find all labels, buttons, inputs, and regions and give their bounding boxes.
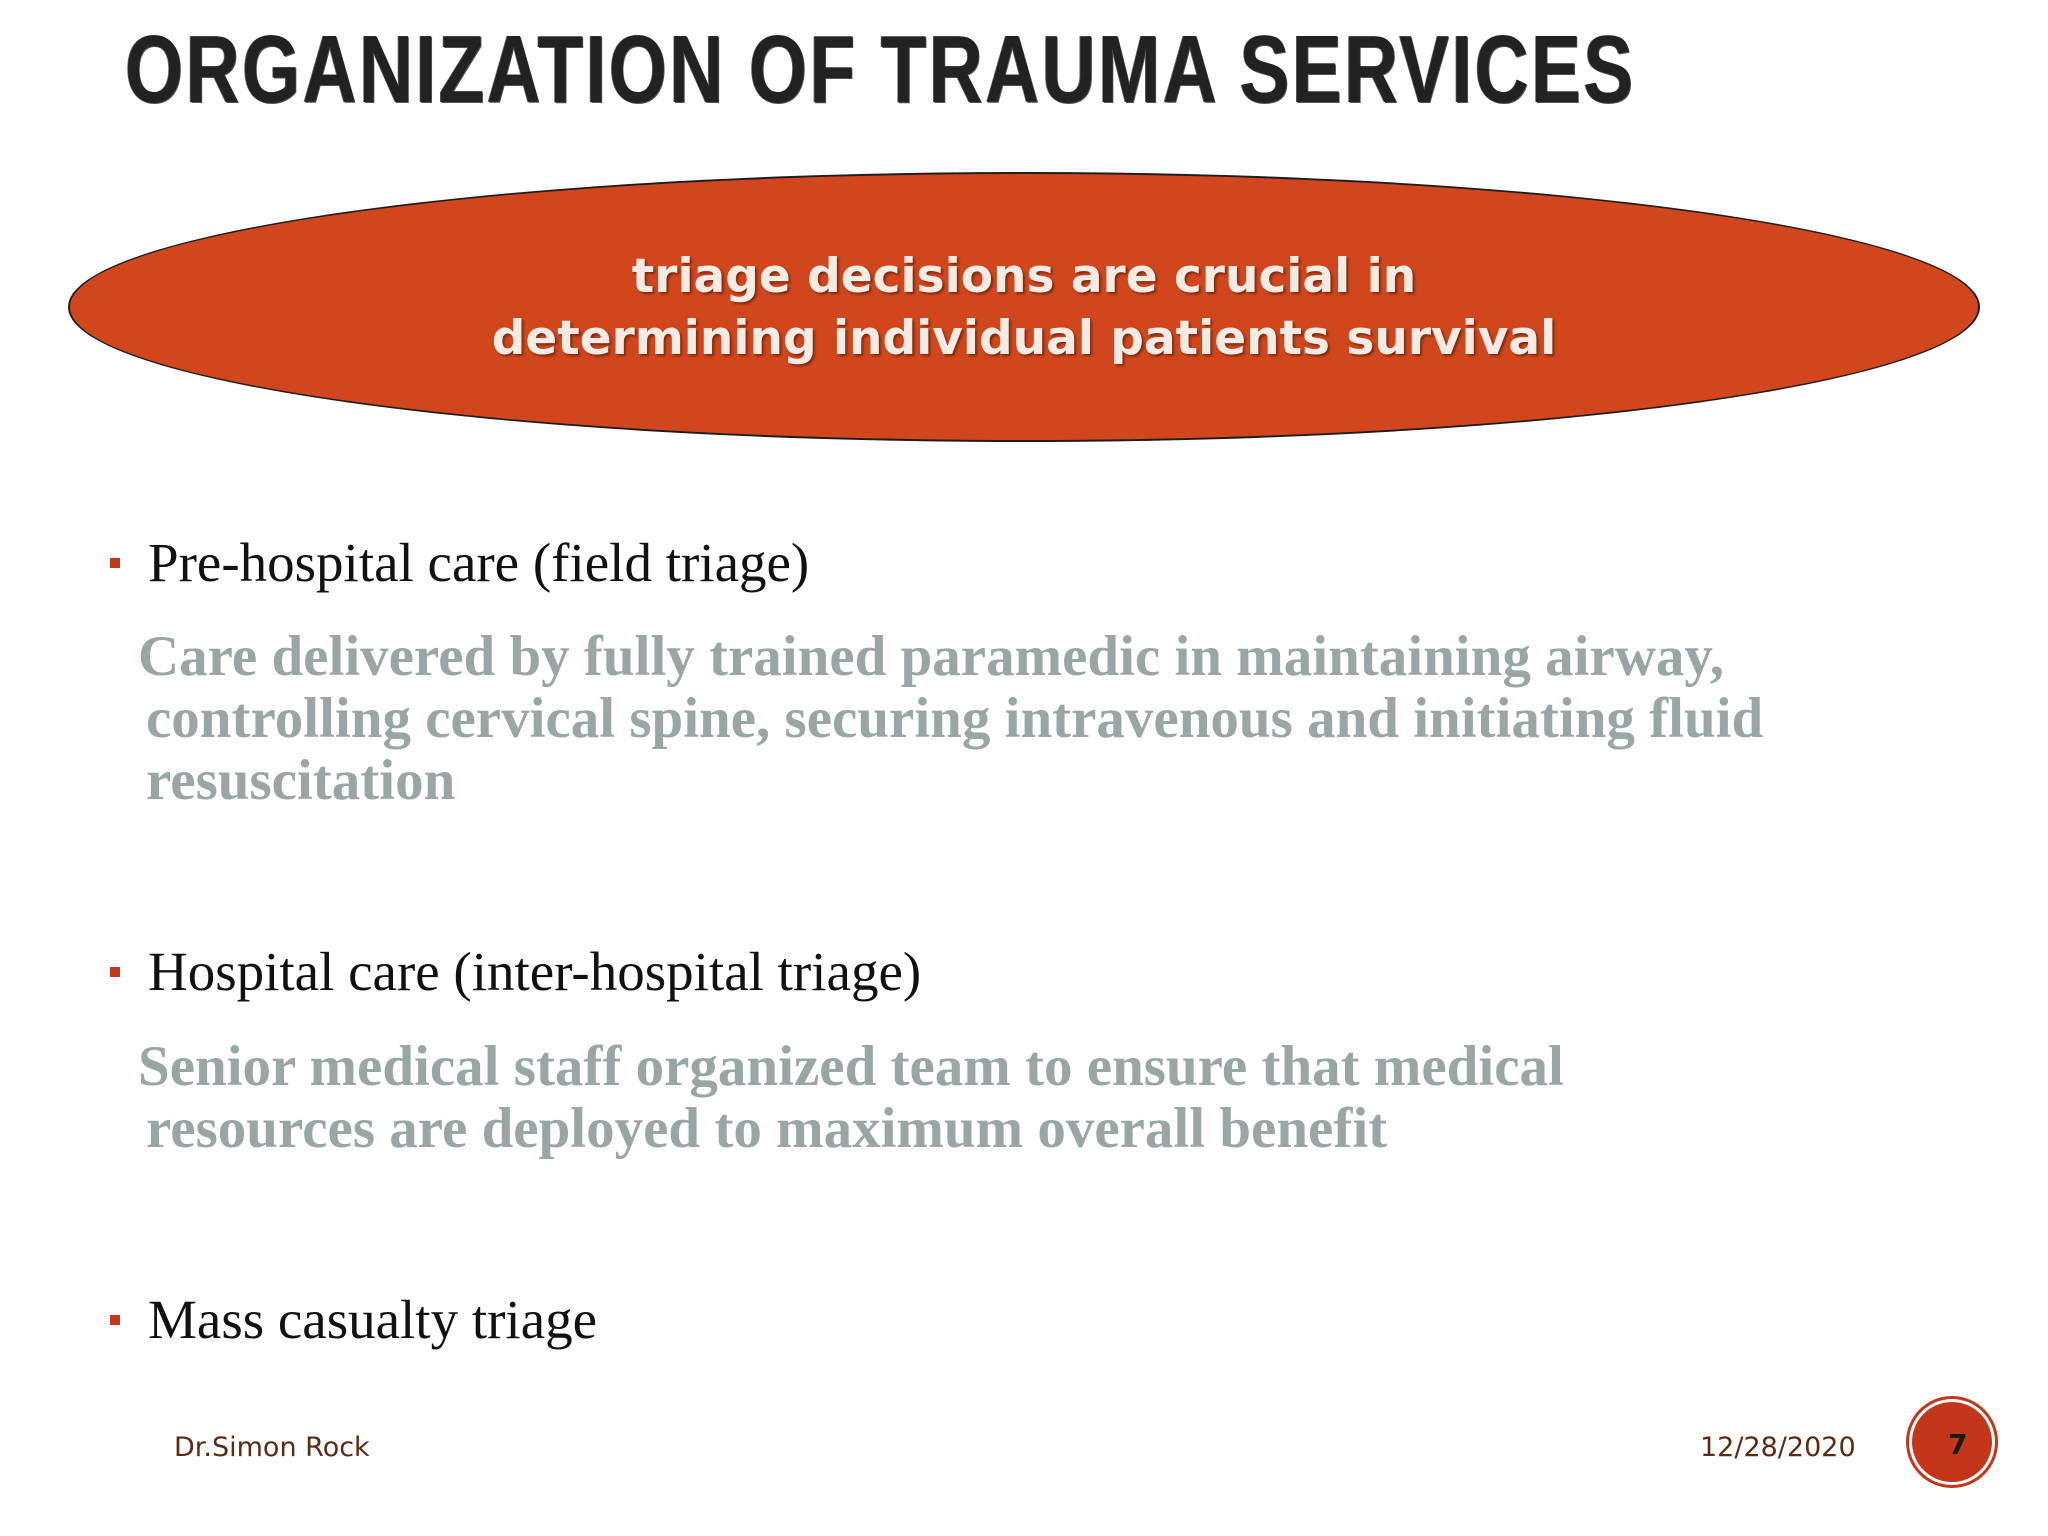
bullet-label: Mass casualty triage (148, 1289, 598, 1350)
detail-line: Senior medical staff organized team to ensure that medical (138, 1035, 1564, 1098)
detail-line: Care delivered by fully trained paramedic in maintaining airway, (138, 625, 1724, 688)
callout-text (68, 246, 1980, 370)
bullet-square-icon (110, 1315, 120, 1325)
bullet-square-icon (110, 558, 120, 568)
callout-line-1: triage decisions are crucial in (631, 249, 1417, 304)
detail-line: resources are deployed to maximum overall benefit (146, 1097, 1388, 1160)
bullet-square-icon (110, 967, 120, 977)
page-number: 7 (1948, 1428, 1968, 1461)
bullet-item-hospital (110, 941, 922, 1002)
slide-title: ORGANIZATION OF TRAUMA SERVICES (125, 16, 1636, 123)
detail-line: resuscitation (146, 749, 456, 812)
bullet-label: Hospital care (inter-hospital triage) (148, 941, 922, 1002)
footer-date: 12/28/2020 (1700, 1432, 1856, 1463)
bullet-item-prehospital (110, 532, 810, 593)
callout-line-2: determining individual patients survival (491, 311, 1557, 366)
footer-author: Dr.Simon Rock (174, 1432, 370, 1463)
detail-line: controlling cervical spine, securing intravenous and initiating fluid (146, 687, 1764, 750)
bullet-label: Pre-hospital care (field triage) (148, 532, 810, 593)
bullet-item-mass-casualty (110, 1289, 598, 1350)
bullet-detail-prehospital (138, 626, 1763, 812)
bullet-detail-hospital (138, 1036, 1564, 1160)
